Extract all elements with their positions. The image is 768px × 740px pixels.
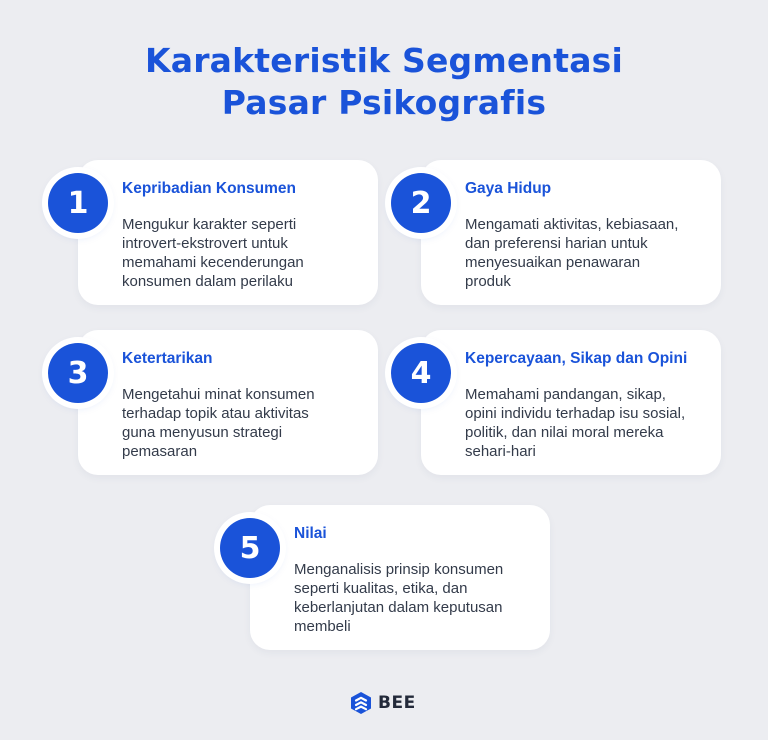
- card-description-line: seperti kualitas, etika, dan: [294, 580, 468, 597]
- card-description-line: menyesuaikan penawaran: [465, 254, 641, 271]
- card-description: [122, 215, 358, 291]
- card-description-line: Mengetahui minat konsumen: [122, 386, 315, 403]
- card-heading: Kepercayaan, Sikap dan Opini: [465, 350, 688, 367]
- card-description-line: Menganalisis prinsip konsumen: [294, 561, 504, 578]
- card-kepribadian-konsumen: [78, 160, 378, 305]
- card-description: [122, 385, 358, 461]
- bee-logo-icon: [350, 691, 372, 715]
- page-title-line-2: Pasar Psikografis: [221, 83, 547, 122]
- card-description-line: guna menyusun strategi: [122, 424, 283, 441]
- number-badge-2: 2: [391, 173, 451, 233]
- page-title-line-1: Karakteristik Segmentasi: [144, 41, 624, 80]
- brand-logo: [350, 690, 416, 716]
- card-nilai: [250, 505, 550, 650]
- card-description-line: dan preferensi harian untuk: [465, 235, 648, 252]
- card-description-line: memahami kecenderungan: [122, 254, 304, 271]
- card-ketertarikan: [78, 330, 378, 475]
- card-heading: Nilai: [294, 525, 327, 542]
- card-description-line: Mengamati aktivitas, kebiasaan,: [465, 216, 679, 233]
- card-description-line: introvert-ekstrovert untuk: [122, 235, 288, 252]
- card-heading: Ketertarikan: [122, 350, 213, 367]
- number-badge-3: 3: [48, 343, 108, 403]
- card-description-line: sehari-hari: [465, 443, 536, 460]
- card-description-line: opini individu terhadap isu sosial,: [465, 405, 686, 422]
- number-badge-5: 5: [220, 518, 280, 578]
- card-description-line: terhadap topik atau aktivitas: [122, 405, 309, 422]
- card-description: [465, 215, 701, 291]
- card-heading: Kepribadian Konsumen: [122, 180, 296, 197]
- card-description-line: pemasaran: [122, 443, 198, 460]
- page-title: [0, 40, 768, 124]
- card-description-line: produk: [465, 273, 511, 290]
- number-badge-4: 4: [391, 343, 451, 403]
- card-heading: Gaya Hidup: [465, 180, 552, 197]
- card-description: [465, 385, 701, 461]
- number-badge-1: 1: [48, 173, 108, 233]
- brand-name: BEE: [378, 693, 416, 713]
- card-description-line: Mengukur karakter seperti: [122, 216, 297, 233]
- card-description-line: keberlanjutan dalam keputusan: [294, 599, 503, 616]
- card-description: [294, 560, 530, 636]
- card-gaya-hidup: [421, 160, 721, 305]
- card-description-line: politik, dan nilai moral mereka: [465, 424, 664, 441]
- card-description-line: konsumen dalam perilaku: [122, 273, 293, 290]
- card-description-line: Memahami pandangan, sikap,: [465, 386, 666, 403]
- card-description-line: membeli: [294, 618, 351, 635]
- card-kepercayaan-sikap-opini: [421, 330, 721, 475]
